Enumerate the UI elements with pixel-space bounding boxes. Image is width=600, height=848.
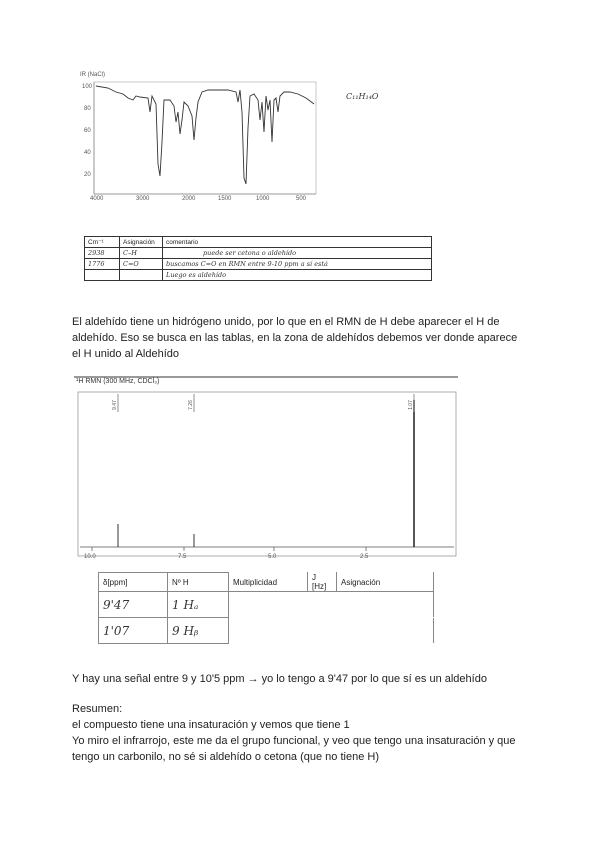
nmr-cell-delta: 1'07 <box>99 618 168 644</box>
nmr-cell-nh: 9 Hᵦ <box>168 618 229 644</box>
table-row <box>85 248 432 259</box>
ir-x-tick: 3000 <box>136 196 150 202</box>
nmr-cell-nh: 1 Hₐ <box>168 592 229 618</box>
nmr-col-delta: δ[ppm] <box>99 573 168 592</box>
nmr-x-tick: 2.5 <box>360 554 369 560</box>
table-row <box>85 270 432 281</box>
nmr-title: ¹H RMN (300 MHz, CDCl₃) <box>76 378 160 385</box>
ir-cell-cm: 2938 <box>85 248 120 259</box>
nmr-cell-empty <box>308 592 337 618</box>
nmr-cell-empty <box>337 592 434 618</box>
nmr-col-multiplicidad: Multiplicidad <box>229 573 308 592</box>
nmr-col-asignacion: Asignación <box>337 573 434 592</box>
nmr-x-tick: 10.0 <box>84 554 96 560</box>
table-row <box>85 259 432 270</box>
ir-x-tick: 1500 <box>218 196 232 202</box>
molecular-formula: C₁₁H₁₄O <box>346 92 379 101</box>
paragraph-signal: Y hay una señal entre 9 y 10'5 ppm → yo lo tengo a 9'47 por lo que sí es un aldehído <box>72 673 487 685</box>
table-row <box>99 592 434 618</box>
summary-heading: Resumen: <box>72 703 123 715</box>
ir-col-asignacion: Asignación <box>120 237 163 248</box>
ir-cell-cm: 1776 <box>85 259 120 270</box>
ir-y-tick: 80 <box>84 106 91 112</box>
ir-cell-asignacion: C=O <box>120 259 163 270</box>
ir-y-tick: 100 <box>82 84 93 90</box>
ir-x-tick: 1000 <box>256 196 270 202</box>
nmr-cell-empty <box>308 618 337 644</box>
ir-spectrum <box>78 72 318 207</box>
ir-x-tick: 2000 <box>182 196 196 202</box>
paragraph-line: el H unido al Aldehído <box>72 348 180 360</box>
summary-line: Yo miro el infrarrojo, este me da el grupo funcional, y veo que tengo una insaturación y que <box>72 735 516 747</box>
summary-line: el compuesto tiene una insaturación y vemos que tiene 1 <box>72 719 350 731</box>
ir-x-tick: 4000 <box>90 196 104 202</box>
ir-cell-asignacion <box>120 270 163 281</box>
nmr-x-tick: 5.0 <box>268 554 277 560</box>
ir-cell-cm <box>85 270 120 281</box>
ir-col-comentario: comentario <box>163 237 432 248</box>
ir-y-tick: 20 <box>84 172 91 178</box>
ir-corner-label: IR (NaCl) <box>80 72 105 78</box>
nmr-table-header <box>99 573 434 592</box>
paragraph-line: El aldehído tiene un hidrógeno unido, por lo que en el RMN de H debe aparecer el H de <box>72 316 500 328</box>
ir-x-tick: 500 <box>296 196 307 202</box>
nmr-x-tick: 7.5 <box>178 554 187 560</box>
nmr-peak-label: 9.47 <box>111 400 118 410</box>
ir-cell-comentario: Luego es aldehído <box>163 270 432 281</box>
summary <box>72 701 552 765</box>
nmr-peak-label: 1.07 <box>407 400 414 410</box>
nmr-spectrum <box>74 376 460 566</box>
nmr-cell-empty <box>229 592 308 618</box>
table-row <box>99 618 434 644</box>
nmr-col-nh: Nº H <box>168 573 229 592</box>
nmr-cell-empty <box>337 618 434 644</box>
nmr-table <box>98 572 434 644</box>
ir-cell-comentario: buscamos C=O en RMN entre 9-10 ppm a sí está <box>163 259 432 270</box>
ir-cell-asignacion: C–H <box>120 248 163 259</box>
nmr-cell-empty <box>229 618 308 644</box>
ir-cell-comentario: puede ser cetona o aldehído <box>163 248 432 259</box>
ir-y-tick: 40 <box>84 150 91 156</box>
summary-line: tengo un carbonilo, no sé si aldehído o cetona (que no tiene H) <box>72 751 379 763</box>
nmr-trace <box>74 376 460 566</box>
nmr-col-j: J [Hz] <box>308 573 337 592</box>
nmr-cell-delta: 9'47 <box>99 592 168 618</box>
ir-y-tick: 60 <box>84 128 91 134</box>
ir-trace <box>78 72 318 207</box>
ir-table-header <box>85 237 432 248</box>
ir-col-cm: Cm⁻¹ <box>85 237 120 248</box>
nmr-peak-label: 7.26 <box>187 400 194 410</box>
ir-table <box>84 236 432 281</box>
paragraph-line: aldehído. Eso se busca en las tablas, en la zona de aldehídos debemos ver donde aparece <box>72 332 518 344</box>
paragraph-nmr-explanation <box>72 314 542 362</box>
